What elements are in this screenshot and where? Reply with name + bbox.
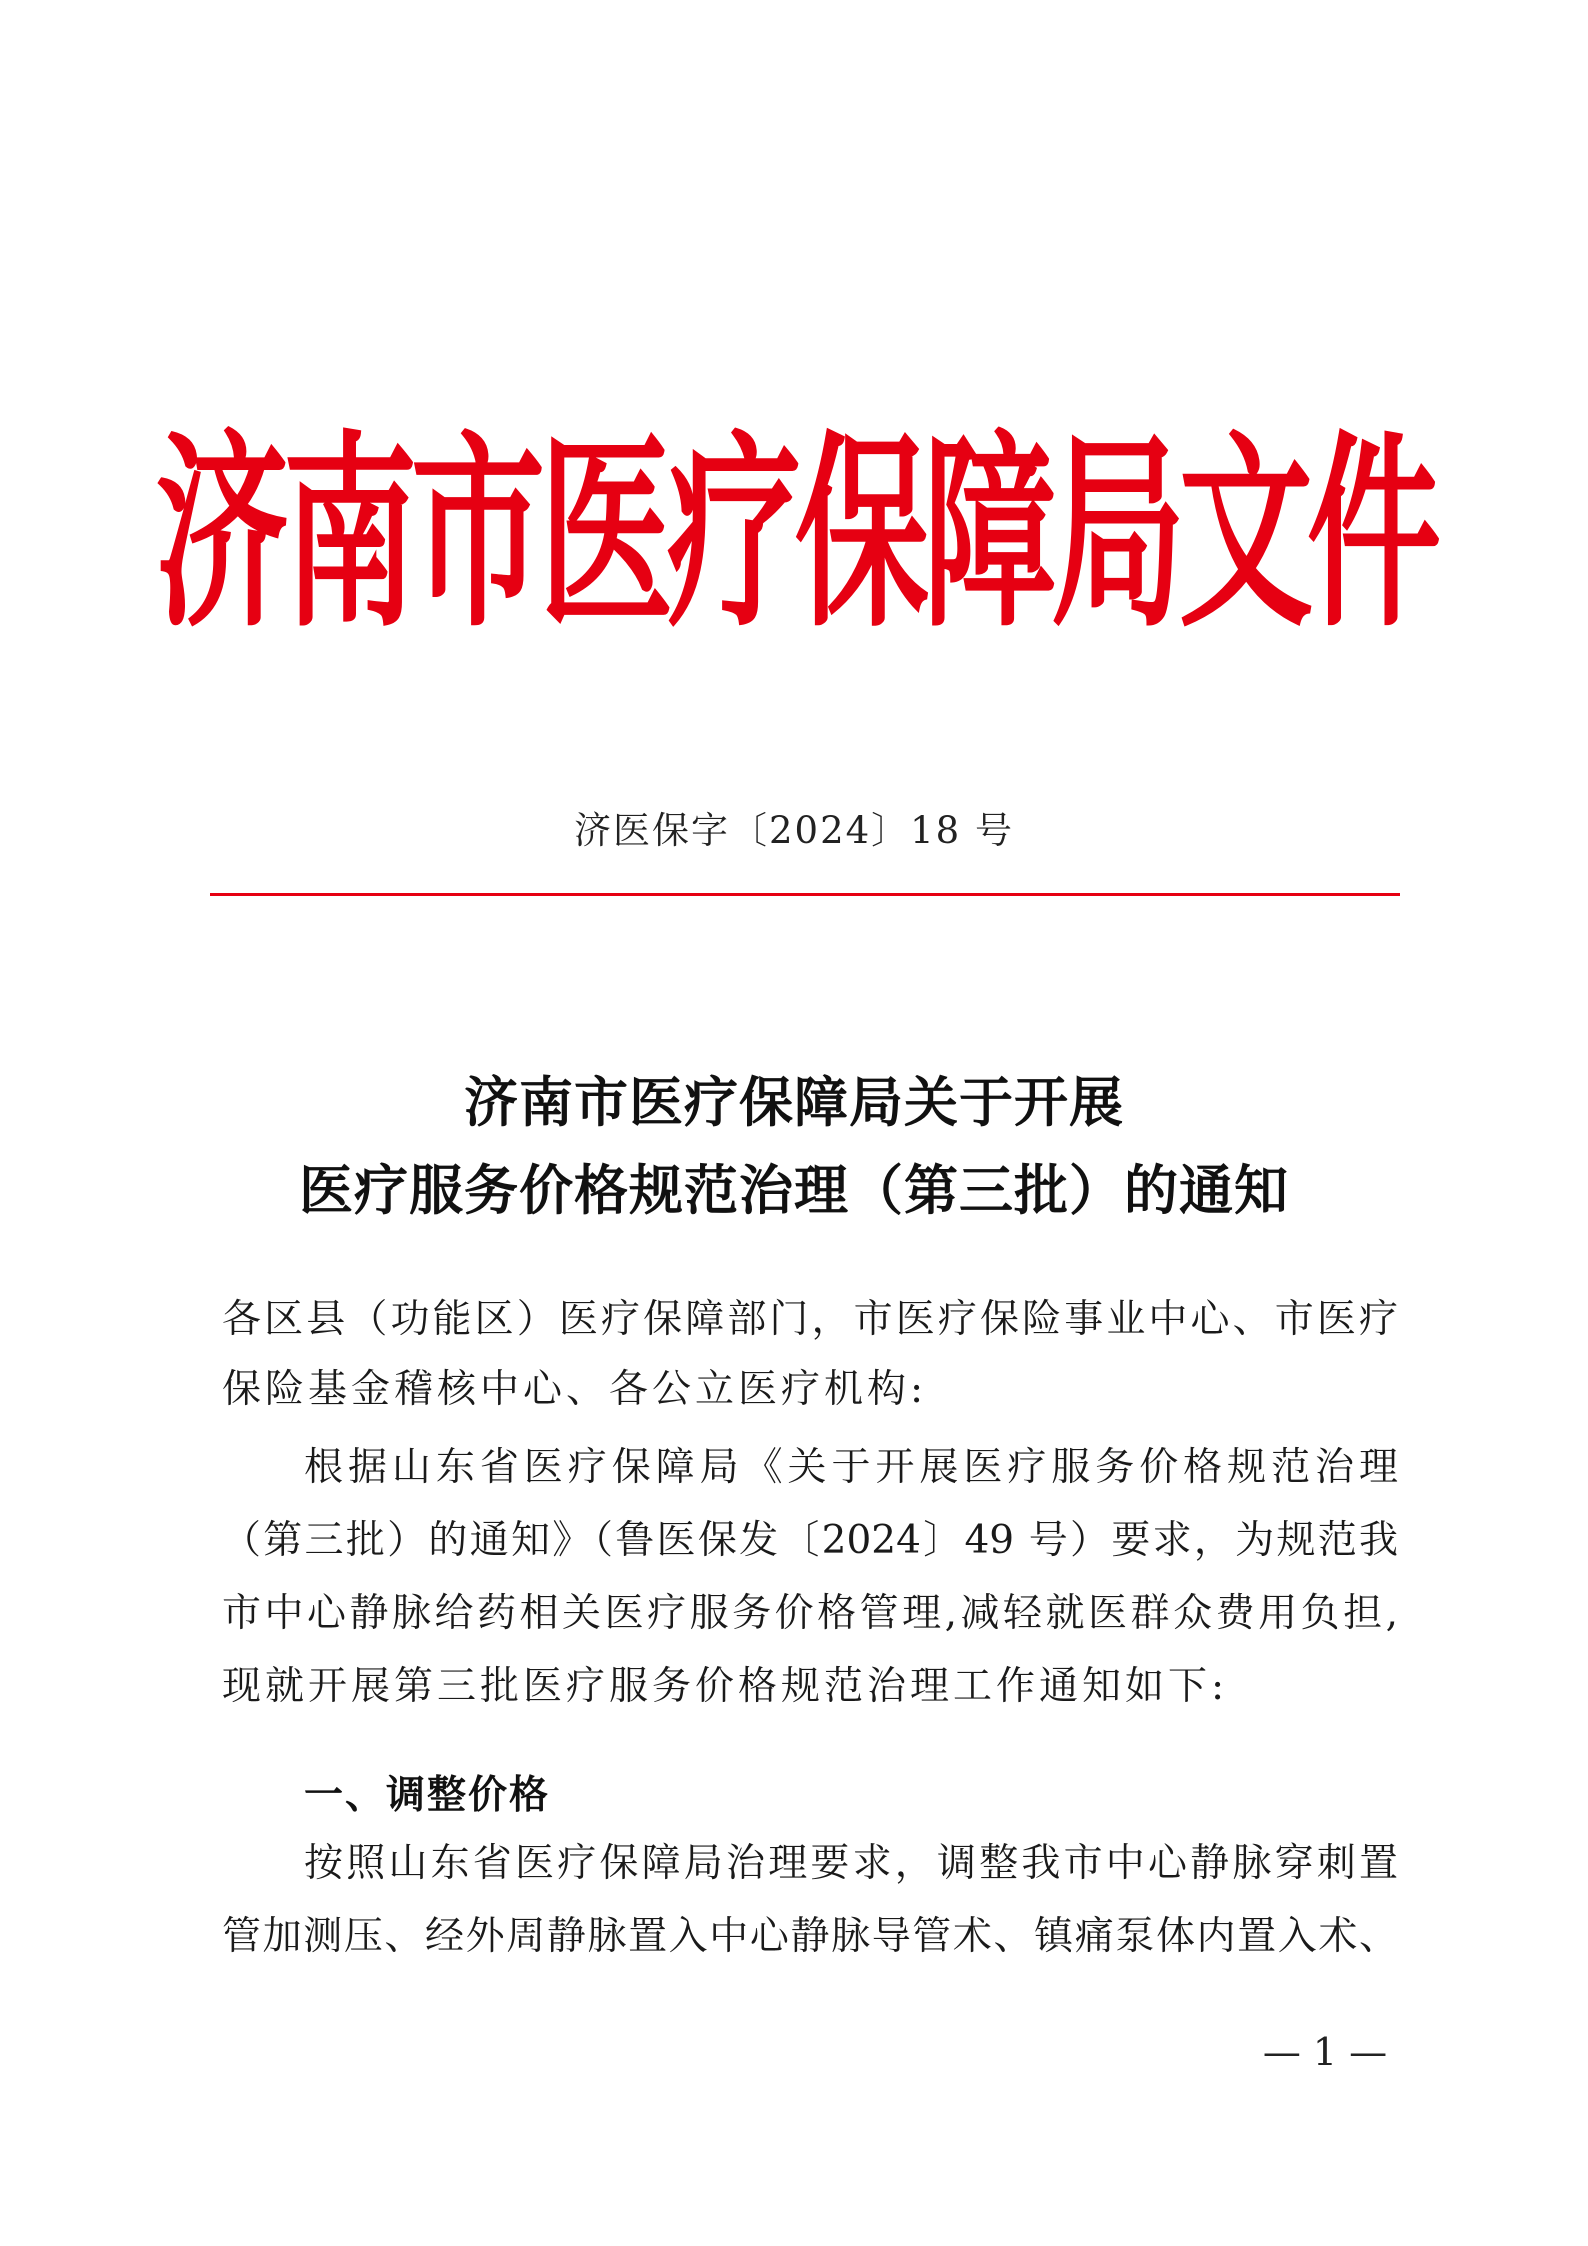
notice-title-line-2: 医疗服务价格规范治理（第三批）的通知 xyxy=(299,1158,1289,1222)
notice-title-line-1: 济南市医疗保障局关于开展 xyxy=(464,1070,1124,1134)
section-heading-1: 一、调整价格 xyxy=(304,1773,551,1818)
paragraph-1-line-2: （第三批）的通知》（鲁医保发〔2024〕49 号）要求，为规范我 xyxy=(222,1518,1398,1563)
document-number: 济医保字〔2024〕18 号 xyxy=(573,809,1014,852)
red-divider xyxy=(210,893,1400,896)
addressee-line-2: 保险基金稽核中心、各公立医疗机构: xyxy=(222,1367,928,1412)
paragraph-2-line-1: 按照山东省医疗保障局治理要求，调整我市中心静脉穿刺置 xyxy=(304,1841,1398,1886)
paragraph-1-line-4: 现就开展第三批医疗服务价格规范治理工作通知如下: xyxy=(222,1664,1229,1709)
masthead-title: 济南市医疗保障局文件 xyxy=(155,410,1436,656)
page-number: — 1 — xyxy=(1262,2030,1388,2074)
paragraph-1-line-1: 根据山东省医疗保障局《关于开展医疗服务价格规范治理 xyxy=(304,1445,1398,1490)
paragraph-2-line-2: 管加测压、经外周静脉置入中心静脉导管术、镇痛泵体内置入术、 xyxy=(222,1914,1398,1959)
masthead xyxy=(155,410,1436,656)
paragraph-1-line-3: 市中心静脉给药相关医疗服务价格管理,减轻就医群众费用负担, xyxy=(222,1591,1398,1636)
addressee-line-1: 各区县（功能区）医疗保障部门，市医疗保险事业中心、市医疗 xyxy=(222,1297,1398,1342)
